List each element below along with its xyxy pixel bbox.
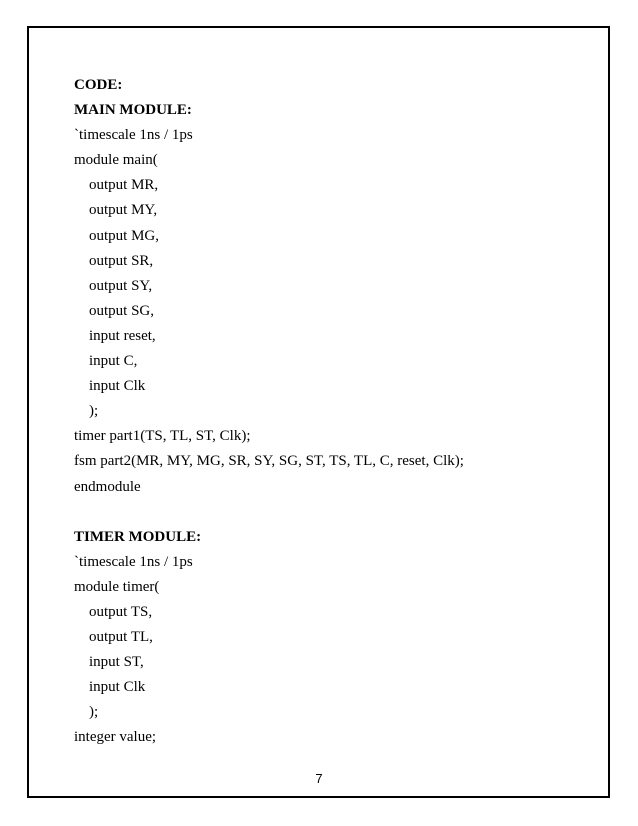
timer-module-heading: TIMER MODULE: [74, 528, 202, 545]
code-line: output SR, [89, 252, 154, 269]
page-number: 7 [315, 771, 323, 786]
blank-line [74, 500, 594, 525]
code-line: output TL, [89, 629, 153, 646]
code-line: fsm part2(MR, MY, MG, SR, SY, SG, ST, TS, TL, C, reset, Clk); [74, 453, 464, 470]
code-line: input Clk [89, 378, 146, 395]
code-line: input reset, [89, 327, 156, 344]
code-line: ); [89, 403, 99, 420]
code-line: input Clk [89, 679, 146, 696]
code-content [74, 73, 594, 751]
code-line: input C, [89, 353, 138, 370]
code-heading: CODE: [74, 77, 123, 93]
code-line: output MY, [89, 202, 158, 219]
code-line: output SG, [89, 302, 155, 319]
code-line: output MR, [89, 177, 159, 194]
timer-module-code [74, 550, 594, 751]
code-line: input ST, [89, 654, 144, 671]
code-line: endmodule [74, 478, 141, 495]
main-module-heading: MAIN MODULE: [74, 102, 192, 119]
code-line: `timescale 1ns / 1ps [74, 127, 193, 144]
code-line: module main( [74, 152, 158, 169]
code-line: `timescale 1ns / 1ps [74, 553, 193, 570]
code-line: integer value; [74, 729, 157, 746]
code-line: module timer( [74, 578, 160, 595]
code-line: output TS, [89, 603, 153, 620]
main-module-code [74, 123, 594, 499]
code-line: output SY, [89, 277, 153, 294]
code-line: timer part1(TS, TL, ST, Clk); [74, 428, 251, 445]
code-line: ); [89, 704, 99, 721]
code-line: output MG, [89, 227, 160, 244]
